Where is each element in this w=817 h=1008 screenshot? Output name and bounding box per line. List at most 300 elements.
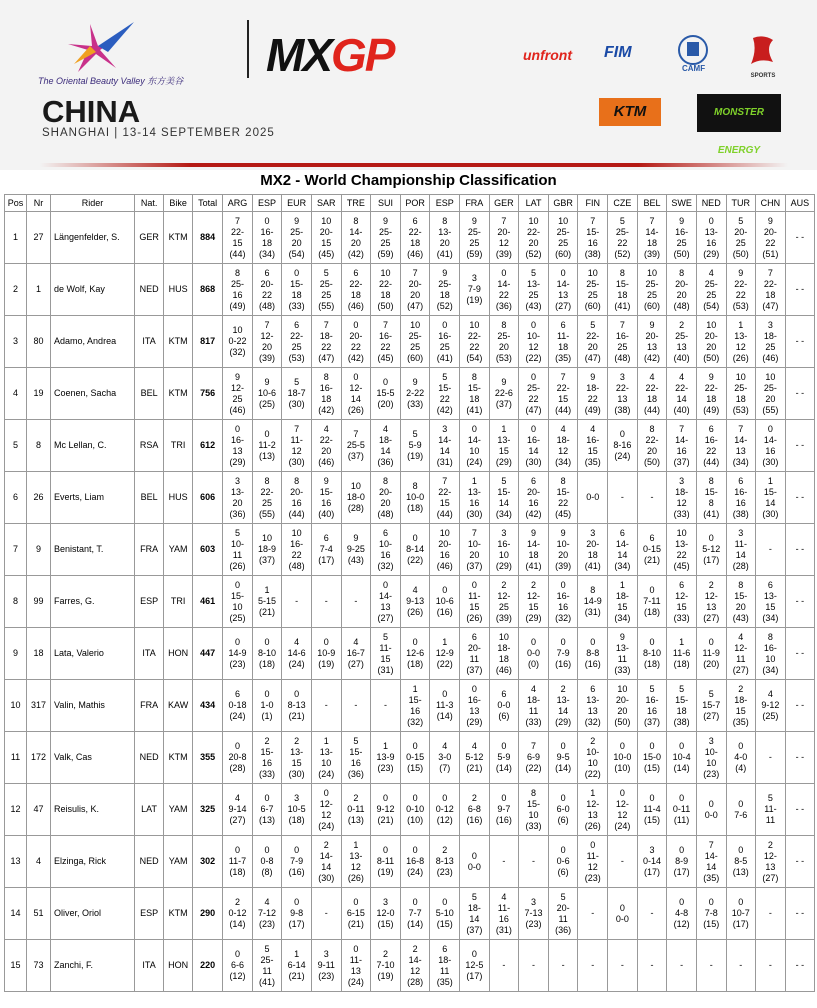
round-result-line: 9-8 bbox=[290, 908, 304, 918]
round-result-line: 2 bbox=[560, 683, 566, 694]
round-result-line: - bbox=[295, 596, 299, 606]
round-result-line: - - bbox=[795, 960, 805, 970]
round-score: (46) bbox=[347, 300, 364, 311]
round-result-line: 11 bbox=[617, 653, 628, 664]
round-result-cell bbox=[371, 524, 401, 576]
round-result-cell bbox=[785, 732, 814, 784]
total-cell: 603 bbox=[193, 524, 223, 576]
round-result-cell bbox=[548, 940, 578, 992]
round-result-line: - bbox=[324, 700, 328, 710]
round-result-line: 18-7 bbox=[287, 388, 306, 398]
round-result-cell bbox=[489, 264, 519, 316]
round-result-line: 2 bbox=[679, 319, 685, 330]
round-result-cell bbox=[489, 368, 519, 420]
round-result-line: 16 bbox=[735, 497, 746, 508]
round-score: (38) bbox=[673, 716, 690, 727]
round-score: (23) bbox=[584, 872, 601, 883]
round-result-line: 25-5 bbox=[346, 440, 365, 450]
round-result-line: 11 bbox=[232, 549, 243, 560]
round-score: (44) bbox=[555, 404, 572, 415]
round-result-cell bbox=[519, 524, 549, 576]
round-score: (26) bbox=[347, 404, 364, 415]
round-result-line: 0 bbox=[353, 897, 359, 907]
round-result-line: 5 bbox=[767, 793, 773, 803]
round-score: (31) bbox=[377, 664, 394, 675]
round-result-line: 1 bbox=[264, 585, 270, 595]
round-result-line: 14-9 bbox=[228, 648, 247, 658]
total-cell: 606 bbox=[193, 472, 223, 524]
round-result-line: 0-14 bbox=[642, 856, 661, 866]
round-result-cell bbox=[548, 576, 578, 628]
round-result-cell bbox=[460, 316, 490, 368]
round-result-cell bbox=[667, 628, 697, 680]
round-result-cell bbox=[371, 836, 401, 888]
round-result-line: 0 bbox=[382, 845, 388, 855]
round-result-line: 25- bbox=[615, 226, 629, 237]
round-score: (23) bbox=[318, 971, 335, 981]
nation-cell: RSA bbox=[135, 420, 164, 472]
round-result-line: 11- bbox=[379, 642, 392, 653]
round-result-line: 9-14 bbox=[228, 804, 247, 814]
round-result-line: 4 bbox=[234, 793, 240, 803]
round-result-cell bbox=[667, 472, 697, 524]
round-result-line: 6-7 bbox=[260, 804, 274, 814]
round-result-line: 0-11 bbox=[672, 804, 691, 814]
column-header: ESP bbox=[252, 195, 282, 212]
round-result-cell bbox=[608, 628, 638, 680]
round-result-line: 2 bbox=[767, 839, 773, 850]
nation-cell: FRA bbox=[135, 680, 164, 732]
round-result-line: 9-25 bbox=[346, 544, 365, 554]
round-result-cell bbox=[341, 316, 371, 368]
round-result-line: 20 bbox=[291, 237, 302, 248]
round-result-cell bbox=[608, 888, 638, 940]
round-result-line: 4 bbox=[412, 585, 418, 595]
round-result-line: - - bbox=[795, 700, 805, 710]
round-result-line: 7 bbox=[679, 423, 685, 434]
round-result-line: 16 bbox=[676, 445, 687, 456]
round-result-line: 0 bbox=[679, 845, 685, 855]
round-result-line: 15- bbox=[408, 694, 422, 705]
round-score: (37) bbox=[495, 399, 512, 409]
round-result-line: 16 bbox=[262, 757, 273, 768]
round-result-line: 0 bbox=[234, 579, 240, 590]
round-result-cell bbox=[371, 264, 401, 316]
round-score: (50) bbox=[377, 300, 394, 311]
round-result-line: 2 bbox=[382, 949, 388, 959]
round-result-line: 12-9 bbox=[435, 648, 454, 658]
round-result-cell bbox=[785, 940, 814, 992]
round-result-line: 13 bbox=[765, 861, 776, 872]
round-result-line: 20 bbox=[350, 237, 361, 248]
round-result-line: 8 bbox=[501, 319, 507, 330]
round-result-line: 20- bbox=[556, 902, 570, 913]
round-score: (49) bbox=[703, 404, 720, 415]
round-score: (20) bbox=[377, 399, 394, 409]
round-result-line: 18 bbox=[262, 237, 273, 248]
round-result-line: 10-6 bbox=[435, 596, 454, 606]
round-result-line: - bbox=[620, 492, 624, 502]
column-header: GER bbox=[489, 195, 519, 212]
round-result-cell bbox=[637, 628, 667, 680]
round-score: (27) bbox=[703, 612, 720, 623]
round-result-line: 8 bbox=[708, 475, 714, 486]
round-result-line: 0 bbox=[412, 741, 418, 751]
round-result-line: 0 bbox=[234, 949, 240, 959]
round-result-cell bbox=[548, 420, 578, 472]
round-score: (37) bbox=[466, 560, 483, 571]
round-result-line: 0 bbox=[560, 267, 566, 278]
round-result-cell bbox=[489, 628, 519, 680]
round-result-line: 22 bbox=[321, 341, 332, 352]
round-result-line: 6 bbox=[294, 319, 300, 330]
round-result-cell bbox=[785, 212, 814, 264]
round-score: (37) bbox=[259, 555, 276, 565]
round-result-cell bbox=[341, 888, 371, 940]
round-result-cell bbox=[667, 524, 697, 576]
round-result-line: 9-5 bbox=[556, 752, 570, 762]
round-result-line: 2 bbox=[501, 579, 507, 590]
round-result-line: 15-7 bbox=[702, 700, 721, 710]
round-result-line: 20 bbox=[735, 601, 746, 612]
round-result-line: 0-0 bbox=[527, 648, 541, 658]
round-score: (59) bbox=[377, 248, 394, 259]
round-result-line: 15- bbox=[675, 694, 689, 705]
round-score: (15) bbox=[436, 919, 453, 929]
round-result-line: 13- bbox=[586, 694, 600, 705]
round-result-line: 0 bbox=[531, 319, 537, 330]
round-result-line: 0 bbox=[708, 798, 714, 809]
round-score: (21) bbox=[288, 711, 305, 721]
total-cell: 447 bbox=[193, 628, 223, 680]
round-result-line: 20 bbox=[262, 341, 273, 352]
round-result-cell bbox=[252, 264, 282, 316]
round-score: (34) bbox=[762, 664, 779, 675]
round-result-cell bbox=[756, 212, 786, 264]
round-result-line: 16- bbox=[438, 330, 452, 341]
round-result-cell bbox=[548, 888, 578, 940]
round-result-line: 8 bbox=[649, 423, 655, 434]
round-result-line: 10 bbox=[350, 481, 361, 491]
bike-cell: KTM bbox=[164, 316, 193, 368]
round-result-line: 15 bbox=[291, 757, 302, 768]
table-row bbox=[5, 732, 815, 784]
round-result-line: 1 bbox=[412, 683, 418, 694]
round-score: (19) bbox=[466, 295, 483, 305]
number-cell: 47 bbox=[27, 784, 51, 836]
round-result-line: 7-6 bbox=[734, 809, 748, 820]
nation-cell: FRA bbox=[135, 524, 164, 576]
round-score: (44) bbox=[229, 248, 246, 259]
round-score: (16) bbox=[288, 867, 305, 877]
round-result-cell bbox=[726, 628, 756, 680]
round-result-line: 22 bbox=[676, 549, 687, 560]
round-result-line: 3-0 bbox=[438, 752, 452, 762]
round-result-line: 18 bbox=[587, 549, 598, 560]
round-result-line: 2 bbox=[531, 579, 537, 590]
round-result-cell bbox=[667, 732, 697, 784]
round-result-cell bbox=[519, 732, 549, 784]
round-result-line: 22- bbox=[230, 226, 244, 237]
round-score: (24) bbox=[347, 976, 364, 987]
round-result-line: 0 bbox=[708, 215, 714, 226]
round-result-line: 22- bbox=[438, 486, 452, 497]
round-result-line: 22- bbox=[763, 278, 777, 289]
round-score: (59) bbox=[466, 248, 483, 259]
round-result-line: 22 bbox=[528, 393, 539, 404]
round-result-cell bbox=[460, 576, 490, 628]
round-result-cell bbox=[637, 888, 667, 940]
round-result-line: 9-12 bbox=[761, 700, 780, 710]
round-result-cell bbox=[637, 368, 667, 420]
round-result-cell bbox=[400, 888, 430, 940]
round-score: (16) bbox=[466, 815, 483, 825]
round-result-cell bbox=[578, 212, 608, 264]
round-result-line: 10 bbox=[676, 527, 687, 538]
round-result-line: 5 bbox=[442, 371, 448, 382]
round-result-line: 9 bbox=[767, 215, 773, 226]
round-result-line: 3 bbox=[619, 371, 625, 382]
round-result-line: 10 bbox=[528, 809, 539, 820]
round-result-cell bbox=[726, 680, 756, 732]
round-result-line: 9 bbox=[738, 267, 744, 278]
round-result-line: 15 bbox=[765, 601, 776, 612]
round-result-cell bbox=[311, 472, 341, 524]
round-result-cell bbox=[371, 212, 401, 264]
round-result-line: 22 bbox=[262, 289, 273, 300]
round-result-line: 12- bbox=[675, 590, 689, 601]
round-score: (14) bbox=[673, 763, 690, 773]
round-result-line: 0 bbox=[294, 845, 300, 855]
round-score: (44) bbox=[288, 508, 305, 519]
round-result-line: 16- bbox=[378, 330, 392, 341]
round-result-line: 13- bbox=[349, 850, 363, 861]
round-result-line: 6-9 bbox=[527, 752, 541, 762]
round-score: (31) bbox=[495, 924, 512, 935]
round-score: (50) bbox=[732, 248, 749, 259]
round-score: (34) bbox=[495, 508, 512, 519]
round-result-line: 0 bbox=[649, 793, 655, 803]
round-score: (53) bbox=[495, 352, 512, 363]
round-result-cell bbox=[282, 888, 312, 940]
round-result-line: 6 bbox=[738, 475, 744, 486]
round-result-line: 2 bbox=[323, 839, 329, 850]
round-result-line: 0 bbox=[471, 683, 477, 694]
round-result-cell bbox=[430, 576, 460, 628]
round-result-line: 18- bbox=[763, 330, 777, 341]
round-result-cell bbox=[282, 368, 312, 420]
round-result-line: 22-6 bbox=[494, 388, 513, 398]
round-result-line: - bbox=[709, 960, 713, 970]
round-score: (32) bbox=[407, 716, 424, 727]
round-result-line: 12 bbox=[498, 237, 509, 248]
total-cell: 884 bbox=[193, 212, 223, 264]
round-result-line: - bbox=[768, 544, 772, 554]
nation-cell: BEL bbox=[135, 368, 164, 420]
round-result-cell bbox=[311, 888, 341, 940]
round-result-line: 10-9 bbox=[317, 648, 336, 658]
round-result-line: 22- bbox=[319, 434, 333, 445]
round-result-cell bbox=[282, 316, 312, 368]
round-result-line: 0 bbox=[264, 793, 270, 803]
round-result-line: 20 bbox=[765, 393, 776, 404]
number-cell: 172 bbox=[27, 732, 51, 784]
round-result-line: 13 bbox=[676, 341, 687, 352]
round-result-line: 16- bbox=[497, 538, 511, 549]
round-result-line: 22 bbox=[706, 445, 717, 456]
nation-cell: BEL bbox=[135, 472, 164, 524]
round-result-line: 7-9 bbox=[467, 284, 481, 294]
round-score: (26) bbox=[466, 612, 483, 623]
round-result-line: 0 bbox=[708, 897, 714, 907]
round-result-line: 3 bbox=[649, 845, 655, 855]
round-result-line: - bbox=[768, 960, 772, 970]
round-result-cell bbox=[489, 680, 519, 732]
round-result-cell bbox=[578, 732, 608, 784]
total-cell: 817 bbox=[193, 316, 223, 368]
round-result-cell bbox=[223, 368, 253, 420]
column-header: TUR bbox=[726, 195, 756, 212]
round-score: (55) bbox=[259, 508, 276, 519]
round-score: (45) bbox=[673, 560, 690, 571]
sponsor-unfront-logo: unfront bbox=[523, 47, 572, 63]
table-row bbox=[5, 940, 815, 992]
round-result-cell bbox=[756, 940, 786, 992]
round-result-line: 16 bbox=[528, 497, 539, 508]
round-result-line: 16- bbox=[556, 590, 570, 601]
round-result-line: 14 bbox=[350, 393, 361, 404]
oriental-star-icon bbox=[38, 16, 158, 76]
round-result-line: 5 bbox=[708, 689, 714, 699]
round-score: (28) bbox=[407, 976, 424, 987]
round-result-line: - - bbox=[795, 388, 805, 398]
column-header: FRA bbox=[460, 195, 490, 212]
round-result-line: 22 bbox=[498, 289, 509, 300]
round-result-cell bbox=[400, 524, 430, 576]
round-result-line: 13 bbox=[706, 601, 717, 612]
round-result-cell bbox=[756, 836, 786, 888]
round-result-line: 10 bbox=[646, 267, 657, 278]
round-score: (41) bbox=[436, 352, 453, 363]
round-result-line: - - bbox=[795, 856, 805, 866]
table-row bbox=[5, 316, 815, 368]
round-result-line: 5 bbox=[738, 215, 744, 226]
round-result-line: 18- bbox=[527, 694, 541, 705]
round-score: (48) bbox=[377, 508, 394, 519]
round-result-line: 15- bbox=[556, 486, 570, 497]
bike-cell: KTM bbox=[164, 368, 193, 420]
rider-cell: Zanchi, F. bbox=[51, 940, 135, 992]
round-result-cell bbox=[252, 420, 282, 472]
round-result-line: 20- bbox=[378, 486, 392, 497]
round-result-line: 1 bbox=[501, 423, 507, 434]
round-result-line: 22- bbox=[290, 330, 304, 341]
round-result-line: 4 bbox=[590, 423, 596, 434]
round-result-line: 10 bbox=[528, 215, 539, 226]
round-result-line: 7 bbox=[382, 319, 388, 330]
round-result-line: 22- bbox=[408, 226, 422, 237]
round-score: (15) bbox=[703, 919, 720, 929]
round-result-line: 6 bbox=[323, 533, 329, 543]
round-score: (24) bbox=[466, 456, 483, 467]
round-result-line: 0-0 bbox=[704, 809, 718, 820]
rider-cell: Benistant, T. bbox=[51, 524, 135, 576]
round-result-line: 8-5 bbox=[734, 856, 748, 866]
round-result-line: 10 bbox=[232, 601, 243, 612]
round-result-cell bbox=[223, 940, 253, 992]
round-result-cell bbox=[341, 784, 371, 836]
round-result-line: 6 bbox=[234, 689, 240, 699]
round-result-line: 2 bbox=[234, 897, 240, 907]
number-cell: 9 bbox=[27, 524, 51, 576]
round-result-line: 14- bbox=[645, 226, 659, 237]
round-score: (40) bbox=[673, 352, 690, 363]
round-score: (54) bbox=[288, 248, 305, 259]
round-result-cell bbox=[578, 784, 608, 836]
round-result-line: 0 bbox=[679, 793, 685, 803]
round-score: (23) bbox=[229, 659, 246, 669]
round-score: (21) bbox=[288, 971, 305, 981]
round-result-cell bbox=[608, 940, 638, 992]
round-score: (21) bbox=[259, 607, 276, 617]
nation-cell: NED bbox=[135, 264, 164, 316]
round-result-line: 20 bbox=[587, 341, 598, 352]
round-result-cell bbox=[756, 628, 786, 680]
round-result-cell bbox=[223, 576, 253, 628]
rider-cell: Lata, Valerio bbox=[51, 628, 135, 680]
round-result-line: 4 bbox=[708, 267, 714, 278]
round-result-line: 0 bbox=[619, 741, 625, 751]
round-score: (21) bbox=[643, 555, 660, 565]
column-header: POR bbox=[400, 195, 430, 212]
round-result-line: - bbox=[561, 960, 565, 970]
round-score: (31) bbox=[584, 607, 601, 617]
round-result-line: 5 bbox=[590, 319, 596, 330]
round-result-line: 16 bbox=[706, 237, 717, 248]
round-result-cell bbox=[667, 316, 697, 368]
round-result-line: 14 bbox=[439, 445, 450, 456]
round-result-line: - - bbox=[795, 440, 805, 450]
round-result-cell bbox=[400, 420, 430, 472]
round-result-cell bbox=[311, 212, 341, 264]
round-result-line: - bbox=[324, 908, 328, 918]
round-result-line: 3 bbox=[767, 319, 773, 330]
round-score: (10) bbox=[407, 815, 424, 825]
round-result-line: 0 bbox=[531, 637, 537, 647]
round-result-line: 20 bbox=[528, 237, 539, 248]
pos-cell: 13 bbox=[5, 836, 27, 888]
bike-cell: KTM bbox=[164, 732, 193, 784]
round-result-line: 5 bbox=[471, 891, 477, 902]
round-result-cell bbox=[696, 524, 726, 576]
round-score: (18) bbox=[259, 659, 276, 669]
round-result-line: - - bbox=[795, 284, 805, 294]
round-result-cell bbox=[785, 576, 814, 628]
round-score: (45) bbox=[318, 248, 335, 259]
rider-cell: de Wolf, Kay bbox=[51, 264, 135, 316]
round-result-line: 22 bbox=[617, 237, 628, 248]
round-result-line: 20- bbox=[290, 486, 304, 497]
round-score: (47) bbox=[762, 300, 779, 311]
table-row bbox=[5, 680, 815, 732]
round-result-line: 0 bbox=[323, 787, 329, 798]
round-score: (47) bbox=[318, 352, 335, 363]
round-result-line: 0 bbox=[264, 845, 270, 855]
round-result-line: 0 bbox=[412, 845, 418, 855]
round-result-cell bbox=[252, 888, 282, 940]
round-result-cell bbox=[785, 836, 814, 888]
round-result-line: 0-18 bbox=[228, 700, 247, 710]
